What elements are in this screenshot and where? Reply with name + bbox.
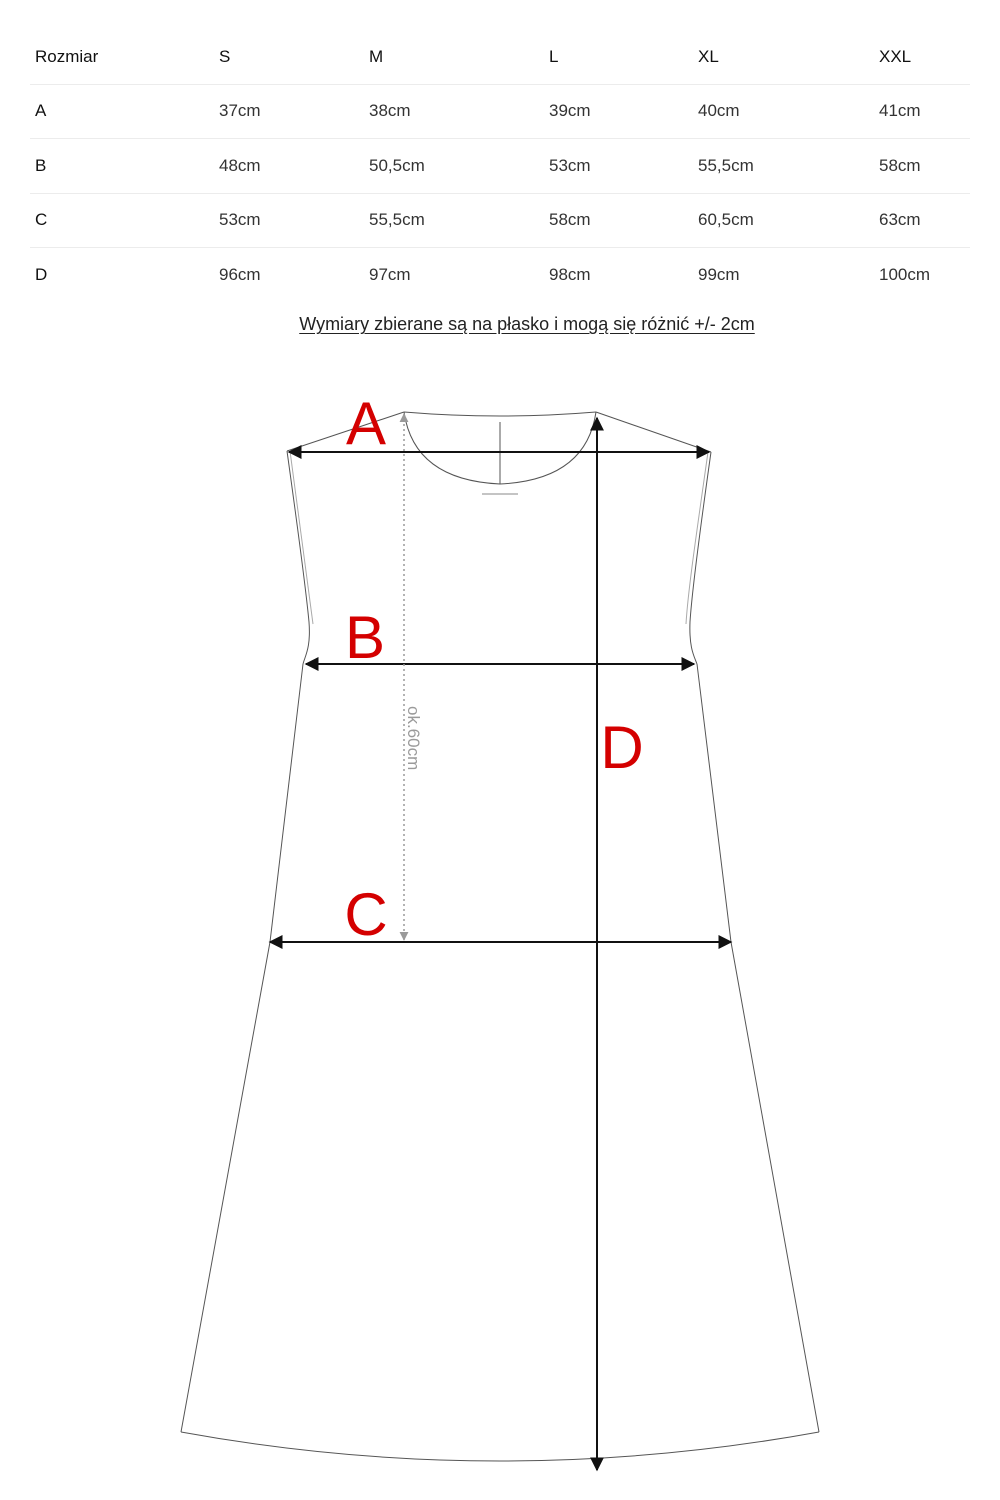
table-cell: 58cm (879, 139, 970, 194)
measurement-note: Wymiary zbierane są na płasko i mogą się różnić +/- 2cm (299, 314, 755, 334)
table-cell: 48cm (219, 139, 369, 194)
right-side-seam (697, 664, 819, 1432)
right-armhole-seam (686, 452, 708, 624)
dress-outline (181, 412, 819, 1461)
table-cell: 99cm (698, 264, 740, 284)
header-size-m: M (369, 30, 549, 84)
row-label: D (35, 264, 48, 284)
left-side-seam (181, 664, 303, 1432)
table-cell: 39cm (549, 84, 698, 139)
table-cell: 41cm (879, 84, 970, 139)
table-cell: 63cm (879, 193, 970, 248)
table-cell: 100cm (879, 264, 931, 284)
label-b: B (344, 604, 386, 671)
row-label: A (30, 84, 219, 139)
table-cell: 58cm (549, 193, 698, 248)
header-size-xl: XL (698, 30, 879, 84)
label-c: C (344, 881, 388, 948)
header-size-xxl: XXL (879, 30, 970, 84)
header-size-s: S (219, 30, 369, 84)
row-label: C (30, 193, 219, 248)
right-shoulder (596, 412, 711, 452)
table-cell: 97cm (369, 264, 411, 284)
left-armhole (287, 451, 309, 664)
table-cell: 53cm (549, 139, 698, 194)
neck-top-line (404, 412, 596, 416)
table-cell: 53cm (219, 193, 369, 248)
table-cell: 55,5cm (369, 193, 549, 248)
table-cell: 37cm (219, 84, 369, 139)
table-cell: 96cm (219, 264, 261, 284)
table-cell: 50,5cm (369, 139, 549, 194)
table-cell: 60,5cm (698, 193, 879, 248)
table-cell: 55,5cm (698, 139, 879, 194)
label-side-measure: ok.60cm (404, 706, 423, 771)
table-cell: 40cm (698, 84, 879, 139)
header-rozmiar: Rozmiar (30, 30, 219, 84)
header-size-l: L (549, 30, 698, 84)
table-cell: 38cm (369, 84, 549, 139)
hem-line (181, 1432, 819, 1461)
label-d: D (600, 714, 644, 781)
label-a: A (345, 390, 387, 457)
row-label: B (30, 139, 219, 194)
left-armhole-seam (290, 451, 313, 624)
table-cell: 98cm (549, 264, 591, 284)
